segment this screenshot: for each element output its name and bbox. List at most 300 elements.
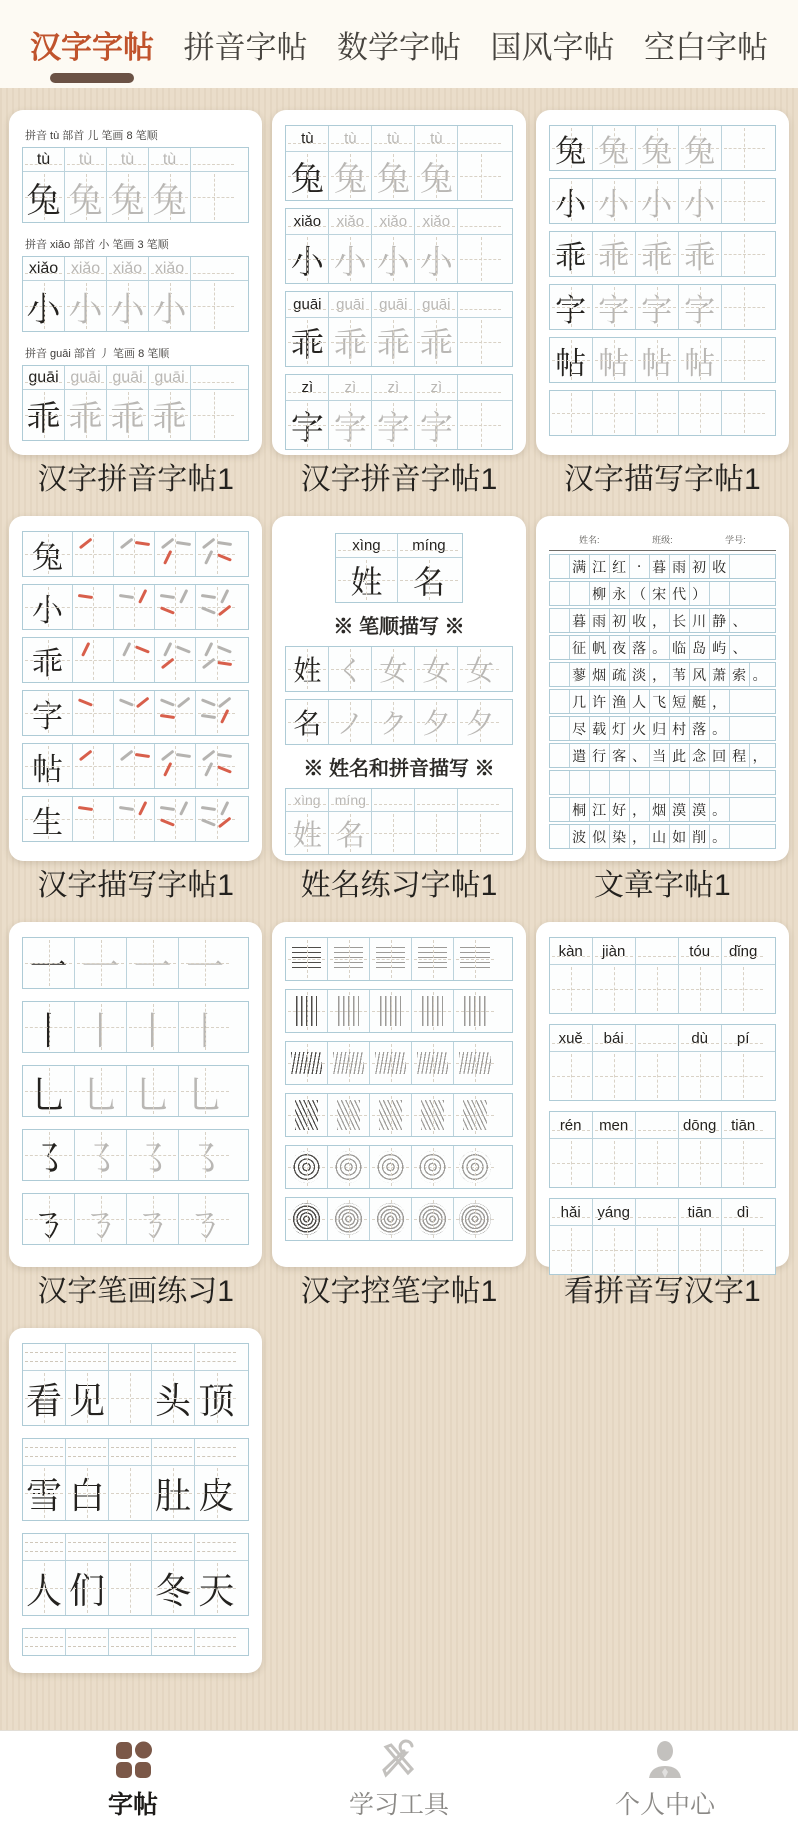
stroke-mark	[120, 538, 133, 549]
empty-cell	[550, 582, 570, 605]
pinyin-row	[23, 257, 248, 280]
hanzi-row	[23, 389, 248, 440]
stroke-trace-cell: 乚	[75, 1066, 127, 1116]
stroke-step-cell	[196, 532, 237, 576]
article-char-cell: 长	[670, 609, 690, 632]
empty-cell	[630, 771, 650, 794]
stroke-practice-copybook-wrap	[9, 922, 262, 1324]
steep-zigzag-pattern	[421, 1100, 444, 1130]
article-char-cell: 艇	[690, 690, 710, 713]
hanzi-cell: 字	[286, 401, 329, 449]
hanzi-cell: 帖	[550, 338, 593, 382]
stroke-cell: 丨	[23, 1002, 75, 1052]
hanzi-row	[23, 1560, 248, 1615]
stroke-order-copybook[interactable]	[9, 516, 262, 861]
write-cell	[636, 965, 679, 1013]
stroke-mark	[201, 714, 216, 719]
word-practice-copybook[interactable]	[9, 1328, 262, 1673]
spiral-pattern	[417, 1151, 448, 1183]
horizontal-lines-cell	[328, 938, 370, 980]
hanzi-row	[549, 337, 776, 383]
article-char-cell: 临	[670, 636, 690, 659]
stroke-mark	[179, 801, 188, 816]
article-char-cell: 江	[590, 798, 610, 821]
stroke-mark	[217, 645, 232, 653]
section-header: 拼音 xiǎo 部首 小 笔画 3 笔顺	[25, 239, 169, 251]
article-char-cell: 索	[730, 663, 750, 686]
article-char-cell: ）	[690, 582, 710, 605]
hanzi-row	[549, 390, 776, 436]
article-char-cell: 归	[650, 717, 670, 740]
stroke-trace-cell: 丨	[179, 1002, 231, 1052]
spiral-cell	[286, 1146, 328, 1188]
hanzi-pinyin-copybook-b-wrap	[272, 110, 525, 512]
hanzi-cell: 名	[398, 558, 460, 602]
hanzi-trace-cell: 乖	[679, 232, 722, 276]
pinyin-write-block	[549, 1024, 776, 1101]
hanzi-row	[286, 400, 511, 449]
spiral-cell	[412, 1146, 454, 1188]
card-title: 汉字控笔字帖1	[300, 1275, 498, 1308]
stroke-mark	[161, 658, 174, 669]
stroke-step-cell	[196, 638, 237, 682]
copybook-section	[285, 374, 512, 450]
hanzi-trace-cell: 乖	[329, 318, 372, 366]
tools-icon	[378, 1739, 420, 1781]
copybook-section	[285, 125, 512, 201]
hanzi-cell: 小	[23, 585, 73, 629]
name-practice-copybook[interactable]	[272, 516, 525, 861]
top-tab-4[interactable]: 国风字帖	[490, 29, 615, 65]
bottom-tab-label: 字帖	[107, 1790, 158, 1819]
pinyin-guide-cell	[152, 1534, 195, 1560]
article-char-cell: 烟	[650, 798, 670, 821]
stroke-mark	[78, 698, 93, 706]
pinyin-row	[550, 1025, 775, 1051]
hanzi-row	[286, 317, 511, 366]
stroke-step-cell: 女	[458, 647, 501, 691]
article-char-cell: ，	[650, 663, 670, 686]
empty-cell	[191, 281, 236, 331]
slanted-lines-cell	[412, 1042, 454, 1084]
article-char-cell: 初	[690, 555, 710, 578]
pinyin-cell: dǐng	[722, 938, 765, 964]
spiral-pattern	[375, 1151, 406, 1183]
hanzi-cell: 人	[23, 1561, 66, 1615]
stroke-step-cell	[196, 797, 237, 841]
pinyin-trace-cell: guāi	[149, 366, 191, 389]
hanzi-row	[286, 811, 511, 854]
pinyin-cell: kàn	[550, 938, 593, 964]
slanted-lines-cell	[328, 1042, 370, 1084]
bottom-tab-3[interactable]	[595, 1739, 735, 1821]
empty-cell	[570, 582, 590, 605]
pinyin-guide-cell	[109, 1439, 152, 1465]
stroke-mark	[163, 642, 172, 657]
pinyin-row	[286, 292, 511, 317]
pinyin-cell: tiān	[722, 1112, 765, 1138]
hanzi-trace-cell	[593, 391, 636, 435]
hanzi-trace-cell: 字	[372, 401, 415, 449]
hanzi-trace-cell: 帖	[679, 338, 722, 382]
pinyin-guide-cell	[23, 1439, 66, 1465]
pinyin-trace-cell: guāi	[107, 366, 149, 389]
hanzi-trace-cell: 小	[415, 235, 458, 283]
article-char-cell: 雨	[670, 555, 690, 578]
pinyin-write-copybook[interactable]	[536, 922, 789, 1267]
article-preview	[549, 531, 776, 849]
hanzi-cell: 乖	[23, 390, 65, 440]
pinyin-trace-cell	[458, 789, 501, 811]
pinyin-guide-row	[23, 1344, 248, 1370]
empty-cell	[458, 235, 503, 283]
hanzi-cell: 天	[195, 1561, 238, 1615]
pinyin-rows-preview	[285, 125, 512, 450]
pinyin-trace-cell: tù	[329, 126, 372, 151]
hanzi-trace-cell: 字	[679, 285, 722, 329]
hanzi-trace-cell: 兔	[679, 126, 722, 170]
dense-spiral-cell	[454, 1198, 496, 1240]
stroke-order-copybook-wrap	[9, 516, 262, 918]
hanzi-row	[23, 280, 248, 331]
article-row	[549, 689, 776, 714]
stroke-trace-cell: 一	[179, 938, 231, 988]
stroke-step-cell	[155, 532, 196, 576]
stroke-mark	[201, 818, 216, 826]
empty-cell	[550, 663, 570, 686]
empty-cell	[730, 690, 750, 713]
content-area[interactable]	[0, 88, 798, 1730]
stroke-mark	[161, 538, 174, 549]
stroke-mark	[119, 594, 134, 599]
stroke-mark	[220, 801, 229, 816]
empty-cell	[722, 179, 767, 223]
stroke-mark	[138, 801, 147, 816]
article-char-cell: 当	[650, 744, 670, 767]
article-char-cell: 静	[710, 609, 730, 632]
dense-spiral-pattern	[291, 1203, 322, 1235]
article-char-cell: 、	[732, 613, 747, 630]
empty-cell	[458, 318, 503, 366]
write-cell	[636, 1139, 679, 1187]
stroke-row	[22, 1129, 249, 1181]
empty-cell	[550, 609, 570, 632]
write-row	[550, 1138, 775, 1187]
dense-spiral-cell	[286, 1198, 328, 1240]
stroke-step-cell	[114, 691, 155, 735]
dense-spiral-cell	[412, 1198, 454, 1240]
stroke-mark	[160, 698, 175, 706]
stroke-mark	[138, 589, 147, 604]
article-char-cell: 波	[570, 825, 590, 848]
hanzi-cell: 帖	[23, 744, 73, 788]
empty-cell	[722, 338, 767, 382]
pinyin-cell	[636, 1199, 679, 1225]
hanzi-trace-cell: 字	[329, 401, 372, 449]
vertical-lines-pattern	[422, 996, 443, 1026]
pinyin-cell: xiǎo	[23, 257, 65, 280]
stroke-mark	[163, 550, 172, 565]
article-char-cell: 暮	[650, 555, 670, 578]
stroke-mark	[135, 541, 150, 546]
article-char-cell: 淡	[630, 663, 650, 686]
hanzi-trace-cell: 小	[679, 179, 722, 223]
pen-control-row	[285, 1041, 512, 1085]
stroke-mark	[160, 818, 175, 826]
article-char-cell: 桐	[570, 798, 590, 821]
stroke-step-cell	[114, 532, 155, 576]
write-cell	[722, 965, 765, 1013]
pinyin-cell	[636, 1112, 679, 1138]
hanzi-trace-copybook[interactable]	[536, 110, 789, 455]
stroke-mark	[160, 606, 175, 614]
article-char-cell: ，	[650, 609, 670, 632]
article-char-cell: ，	[710, 690, 730, 713]
stroke-mark	[204, 642, 213, 657]
pinyin-cell: zì	[286, 375, 329, 400]
stroke-mark	[119, 698, 134, 706]
section-box	[22, 365, 249, 441]
article-char-cell: 代	[670, 582, 690, 605]
user-icon	[644, 1739, 686, 1781]
write-cell	[550, 1226, 593, 1274]
article-char-cell: 山	[650, 825, 670, 848]
hanzi-pinyin-copybook-a[interactable]	[9, 110, 262, 455]
pinyin-trace-cell: tù	[149, 148, 191, 171]
vertical-lines-pattern	[464, 996, 486, 1026]
article-char-cell: 灯	[610, 717, 630, 740]
hanzi-cell: 见	[66, 1371, 109, 1425]
pinyin-guide-cell	[66, 1534, 109, 1560]
article-char-cell: 行	[590, 744, 610, 767]
pinyin-row	[286, 126, 511, 151]
article-char-cell: 蓼	[570, 663, 590, 686]
hanzi-row	[336, 557, 462, 602]
empty-cell	[570, 771, 590, 794]
pinyin-row	[550, 938, 775, 964]
card-title: 文章字帖1	[593, 869, 731, 902]
article-row	[549, 635, 776, 660]
pinyin-cell: tù	[286, 126, 329, 151]
stroke-mark	[217, 541, 232, 546]
pinyin-cell: dù	[679, 1025, 722, 1051]
hanzi-cell: 小	[286, 235, 329, 283]
pinyin-cell: men	[593, 1112, 636, 1138]
article-char-cell: 村	[670, 717, 690, 740]
pinyin-cell: guāi	[23, 366, 65, 389]
pinyin-guide-cell	[66, 1344, 109, 1370]
article-char-cell: 川	[690, 609, 710, 632]
top-tab-5[interactable]: 空白字帖	[644, 29, 768, 65]
article-char-cell: 人	[630, 690, 650, 713]
empty-cell	[550, 636, 570, 659]
pinyin-guide-cell	[23, 1344, 66, 1370]
article-header-field: 学号:	[725, 535, 746, 545]
stroke-trace-cell: 丨	[127, 1002, 179, 1052]
article-char-cell: 漠	[670, 798, 690, 821]
horizontal-lines-cell	[370, 938, 412, 980]
hanzi-cell: 生	[23, 797, 73, 841]
stroke-mark	[81, 642, 90, 657]
pinyin-cell: xiǎo	[286, 209, 329, 234]
empty-cell	[191, 390, 236, 440]
hanzi-trace-cell: 帖	[636, 338, 679, 382]
pinyin-cell: tiān	[679, 1199, 722, 1225]
stroke-mark	[202, 538, 215, 549]
pinyin-cell: míng	[398, 534, 460, 557]
hanzi-trace-copybook-wrap	[536, 110, 789, 512]
article-header-field: 班级:	[652, 535, 673, 545]
stroke-step-cell: ク	[372, 700, 415, 744]
pinyin-trace-cell: guāi	[415, 292, 458, 317]
stroke-step-cell: ノ	[329, 700, 372, 744]
card-title: 汉字拼音字帖1	[37, 463, 234, 496]
pinyin-cell: dōng	[679, 1112, 722, 1138]
empty-cell	[590, 771, 610, 794]
stroke-step-cell: 夕	[458, 700, 501, 744]
stroke-step-cell	[73, 744, 114, 788]
pinyin-guide-row	[23, 1534, 248, 1560]
write-cell	[722, 1139, 765, 1187]
card-title: 姓名练习字帖1	[300, 869, 498, 902]
stroke-mark	[204, 550, 213, 565]
empty-cell	[458, 209, 503, 234]
stroke-step-cell: 夕	[415, 700, 458, 744]
article-char-cell: 、	[732, 640, 747, 657]
stroke-step-cell: く	[329, 647, 372, 691]
hanzi-trace-cell	[679, 391, 722, 435]
pinyin-trace-cell: xiǎo	[65, 257, 107, 280]
stroke-step-cell	[114, 744, 155, 788]
pinyin-write-preview	[549, 937, 776, 1275]
pen-control-row	[285, 1093, 512, 1137]
stroke-trace-cell: ㇌	[179, 1130, 231, 1180]
article-char-cell: 萧	[710, 663, 730, 686]
section-box	[22, 147, 249, 223]
stroke-order-row	[285, 646, 512, 692]
pinyin-cell: hǎi	[550, 1199, 593, 1225]
stroke-practice-copybook[interactable]	[9, 922, 262, 1267]
bottom-tab-1[interactable]	[63, 1739, 203, 1821]
article-char-cell: 落	[690, 717, 710, 740]
article-char-cell: 好	[610, 798, 630, 821]
stroke-mark	[217, 765, 232, 773]
hanzi-cell: 乖	[23, 638, 73, 682]
hanzi-trace-cell	[458, 812, 501, 854]
steep-zigzag-cell	[328, 1094, 370, 1136]
stroke-cell: ㇌	[23, 1130, 75, 1180]
hanzi-trace-cell: 兔	[329, 152, 372, 200]
stroke-mark	[79, 750, 92, 761]
stroke-mark	[220, 709, 229, 724]
slanted-lines-cell	[286, 1042, 328, 1084]
hanzi-trace-cell: 小	[107, 281, 149, 331]
stroke-cell: ㄋ	[23, 1194, 75, 1244]
dense-spiral-pattern	[333, 1203, 364, 1235]
pen-control-copybook[interactable]	[272, 922, 525, 1267]
stroke-mark	[176, 541, 191, 546]
pinyin-guide-cell	[109, 1629, 152, 1655]
hanzi-row	[549, 125, 776, 171]
bottom-tab-label: 学习工具	[348, 1790, 449, 1819]
article-char-cell: 此	[670, 744, 690, 767]
stroke-step-cell: 女	[372, 647, 415, 691]
stroke-order-row	[22, 584, 249, 630]
stroke-step-cell	[155, 638, 196, 682]
hanzi-trace-cell: 兔	[372, 152, 415, 200]
hanzi-cell	[109, 1561, 152, 1615]
hanzi-trace-cell: 字	[593, 285, 636, 329]
horizontal-lines-pattern	[376, 947, 405, 971]
hanzi-row	[549, 284, 776, 330]
hanzi-cell: 皮	[195, 1466, 238, 1520]
vertical-lines-cell	[286, 990, 328, 1032]
stroke-step-cell	[155, 585, 196, 629]
hanzi-cell: 姓	[336, 558, 398, 602]
hanzi-trace-cell: 字	[636, 285, 679, 329]
empty-cell	[730, 771, 750, 794]
stroke-step-cell	[155, 744, 196, 788]
pinyin-cell	[636, 1025, 679, 1051]
stroke-order-row	[22, 743, 249, 789]
empty-cell	[550, 798, 570, 821]
hanzi-pinyin-copybook-b[interactable]	[272, 110, 525, 455]
vertical-lines-cell	[328, 990, 370, 1032]
card-title: 汉字拼音字帖1	[300, 463, 498, 496]
top-tab-3[interactable]: 数学字帖	[337, 29, 461, 65]
hanzi-trace-cell: 帖	[593, 338, 636, 382]
pinyin-trace-cell: xiǎo	[149, 257, 191, 280]
empty-cell	[722, 391, 767, 435]
empty-cell	[610, 771, 630, 794]
stroke-mark	[202, 658, 215, 669]
pinyin-row	[286, 375, 511, 400]
bottom-tab-2[interactable]	[329, 1739, 469, 1821]
hanzi-trace-cell	[372, 812, 415, 854]
hanzi-cell	[550, 391, 593, 435]
top-tab-1[interactable]: 汉字字帖	[30, 0, 154, 88]
hanzi-pinyin-copybook-a-wrap	[9, 110, 262, 512]
empty-cell	[458, 375, 503, 400]
stroke-step-cell: 女	[415, 647, 458, 691]
pinyin-trace-cell	[415, 789, 458, 811]
hanzi-trace-cell: 乖	[149, 390, 191, 440]
write-row	[550, 964, 775, 1013]
empty-cell	[730, 798, 750, 821]
article-char-cell: 岛	[690, 636, 710, 659]
top-tab-2[interactable]: 拼音字帖	[183, 29, 308, 65]
article-copybook[interactable]	[536, 516, 789, 861]
hanzi-cell: 兔	[23, 532, 73, 576]
copybook-section	[285, 208, 512, 284]
steep-zigzag-pattern	[337, 1100, 360, 1130]
article-char-cell: 染	[610, 825, 630, 848]
write-cell	[550, 1139, 593, 1187]
stroke-practice-preview	[22, 937, 249, 1245]
pinyin-trace-cell: zì	[415, 375, 458, 400]
hanzi-cell: 头	[152, 1371, 195, 1425]
word-practice-copybook-wrap	[9, 1328, 262, 1730]
stroke-trace-cell: ㇌	[75, 1130, 127, 1180]
stroke-mark	[119, 806, 134, 811]
stroke-mark	[160, 806, 175, 811]
stroke-order-preview	[22, 531, 249, 842]
hanzi-trace-cell: 乖	[415, 318, 458, 366]
hanzi-trace-cell: 乖	[636, 232, 679, 276]
hanzi-row	[23, 171, 248, 222]
vertical-lines-pattern	[296, 996, 317, 1026]
article-char-cell: 渔	[610, 690, 630, 713]
